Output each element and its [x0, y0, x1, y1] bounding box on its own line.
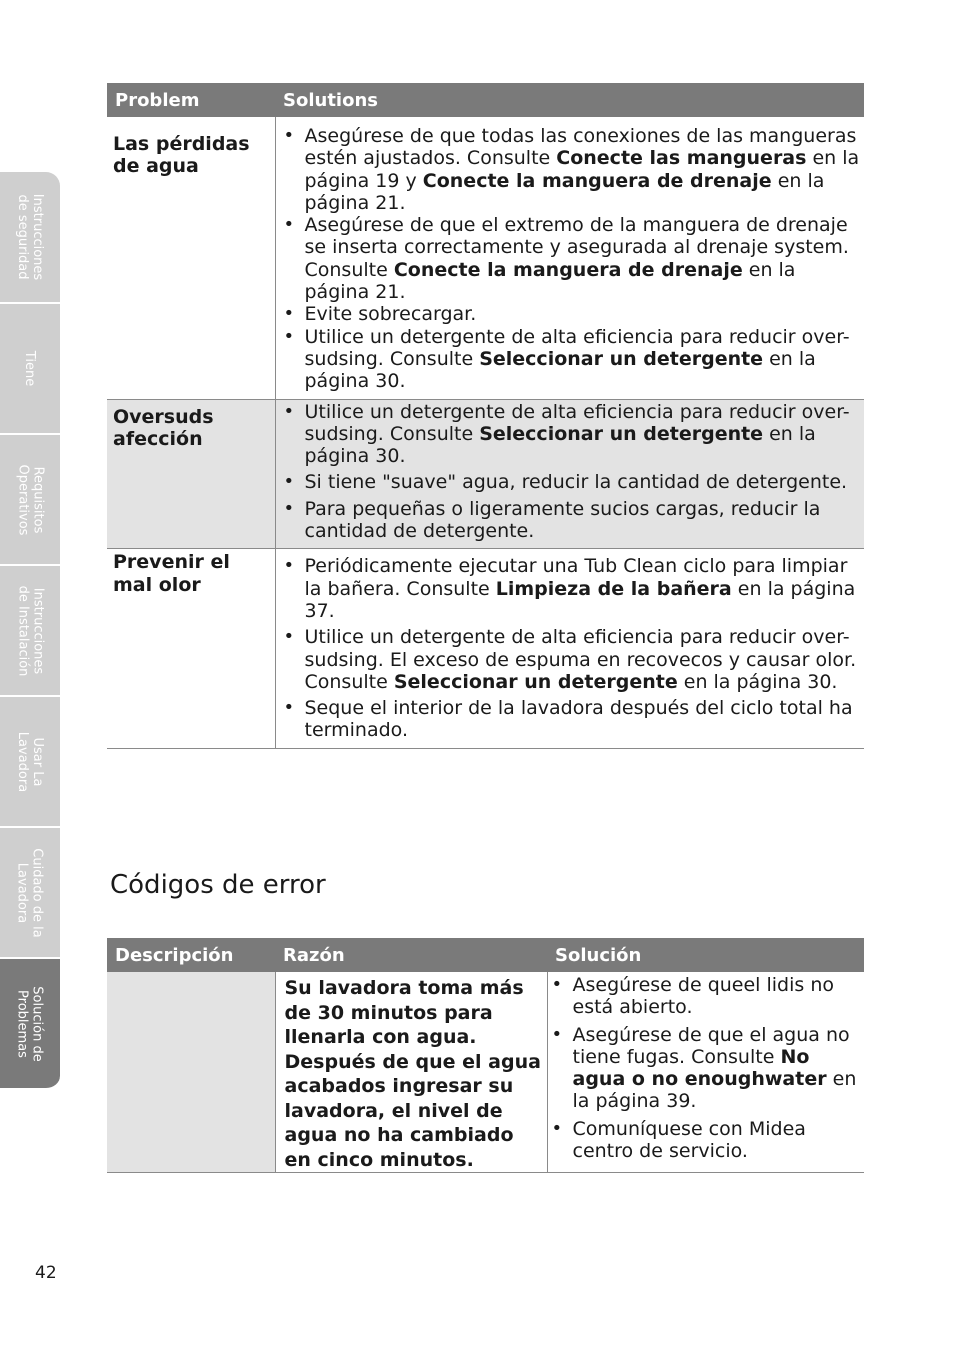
side-tab-label: Solución de Problemas: [15, 985, 45, 1062]
header-problem: Problem: [107, 83, 275, 117]
side-tab-features[interactable]: [0, 304, 60, 435]
table-header-row: [107, 938, 864, 972]
solutions-cell: [275, 549, 864, 748]
side-tab-label: Tiene: [22, 350, 38, 387]
side-tab-label: Usar La Lavadora: [15, 731, 46, 792]
side-tab-installation[interactable]: [0, 566, 60, 697]
side-tab-label: Requisitos Operativos: [15, 464, 45, 535]
problem-cell: Prevenir el mal olor: [107, 549, 275, 748]
list-item: • Utilice un detergente de alta eficiencia para reducir over-sudsing. Consulte Seleccionar un detergente en la página 30.: [284, 401, 863, 468]
problems-table: [107, 83, 864, 749]
solutions-cell: [275, 117, 864, 399]
page-number: 42: [35, 1263, 57, 1283]
solutions-cell: [275, 399, 864, 549]
list-item: • Utilice un detergente de alta eficiencia para reducir over-sudsing. El exceso de espuma en recovecos y causar olor. Consulte Seleccionar un detergente en la página 30.: [284, 626, 863, 693]
list-item: • Asegúrese de que todas las conexiones de las mangueras estén ajustados. Consulte Conecte las mangueras en la página 19 y Conecte la manguera de drenaje en la página 21.: [284, 125, 863, 214]
header-descripcion: Descripción: [107, 938, 275, 972]
list-item: • Asegúrese de que el agua no tiene fugas. Consulte No agua o no enoughwater en la página 39.: [552, 1024, 865, 1113]
problem-cell: Oversuds afección: [107, 399, 275, 549]
side-tab-requirements[interactable]: [0, 435, 60, 566]
list-item: • Asegúrese de que el extremo de la manguera de drenaje se inserta correctamente y asegurada al drenaje system. Consulte Conecte la manguera de drenaje en la página 21.: [284, 214, 863, 303]
table-header-row: [107, 83, 864, 117]
solucion-list: [552, 974, 865, 1162]
side-tab-use[interactable]: [0, 697, 60, 828]
list-item: • Comuníquese con Midea centro de servicio.: [552, 1118, 865, 1163]
header-razon: Razón: [275, 938, 547, 972]
table-row: [107, 399, 864, 549]
error-codes-table: [107, 938, 864, 1173]
solucion-cell: [547, 972, 864, 1173]
header-solutions: Solutions: [275, 83, 864, 117]
list-item: • Periódicamente ejecutar una Tub Clean ciclo para limpiar la bañera. Consulte Limpieza de la bañera en la página 37.: [284, 555, 863, 622]
header-solucion: Solución: [547, 938, 864, 972]
side-tab-troubleshooting[interactable]: [0, 959, 60, 1090]
section-title: Códigos de error: [110, 870, 326, 900]
list-item: • Asegúrese de queel lidis no está abierto.: [552, 974, 865, 1019]
list-item: • Seque el interior de la lavadora después del ciclo total ha terminado.: [284, 697, 863, 742]
list-item: • Para pequeñas o ligeramente sucios cargas, reducir la cantidad de detergente.: [284, 498, 863, 543]
list-item: • Utilice un detergente de alta eficiencia para reducir over-sudsing. Consulte Seleccionar un detergente en la página 30.: [284, 326, 863, 393]
solutions-list: [284, 555, 863, 741]
side-tab-label: Cuidado de la Lavadora: [15, 847, 46, 938]
solutions-list: [284, 401, 863, 543]
side-tab-label: Instrucciones de seguridad: [15, 193, 45, 281]
descripcion-cell: [107, 972, 275, 1173]
list-item: • Si tiene "suave" agua, reducir la cantidad de detergente.: [284, 471, 863, 493]
problem-cell: Las pérdidas de agua: [107, 117, 275, 399]
side-tab-label: Instrucciones de Instalación: [15, 585, 46, 676]
razon-cell: Su lavadora toma más de 30 minutos para llenarla con agua. Después de que el agua acabados ingresar su lavadora, el nivel de agua no ha cambiado en cinco minutos.: [275, 972, 547, 1173]
table-row: [107, 972, 864, 1173]
side-tab-safety[interactable]: [0, 172, 60, 304]
side-tab-care[interactable]: [0, 828, 60, 959]
table-row: [107, 117, 864, 399]
list-item: • Evite sobrecargar.: [284, 303, 863, 325]
table-row: [107, 549, 864, 748]
solutions-list: [284, 125, 863, 393]
